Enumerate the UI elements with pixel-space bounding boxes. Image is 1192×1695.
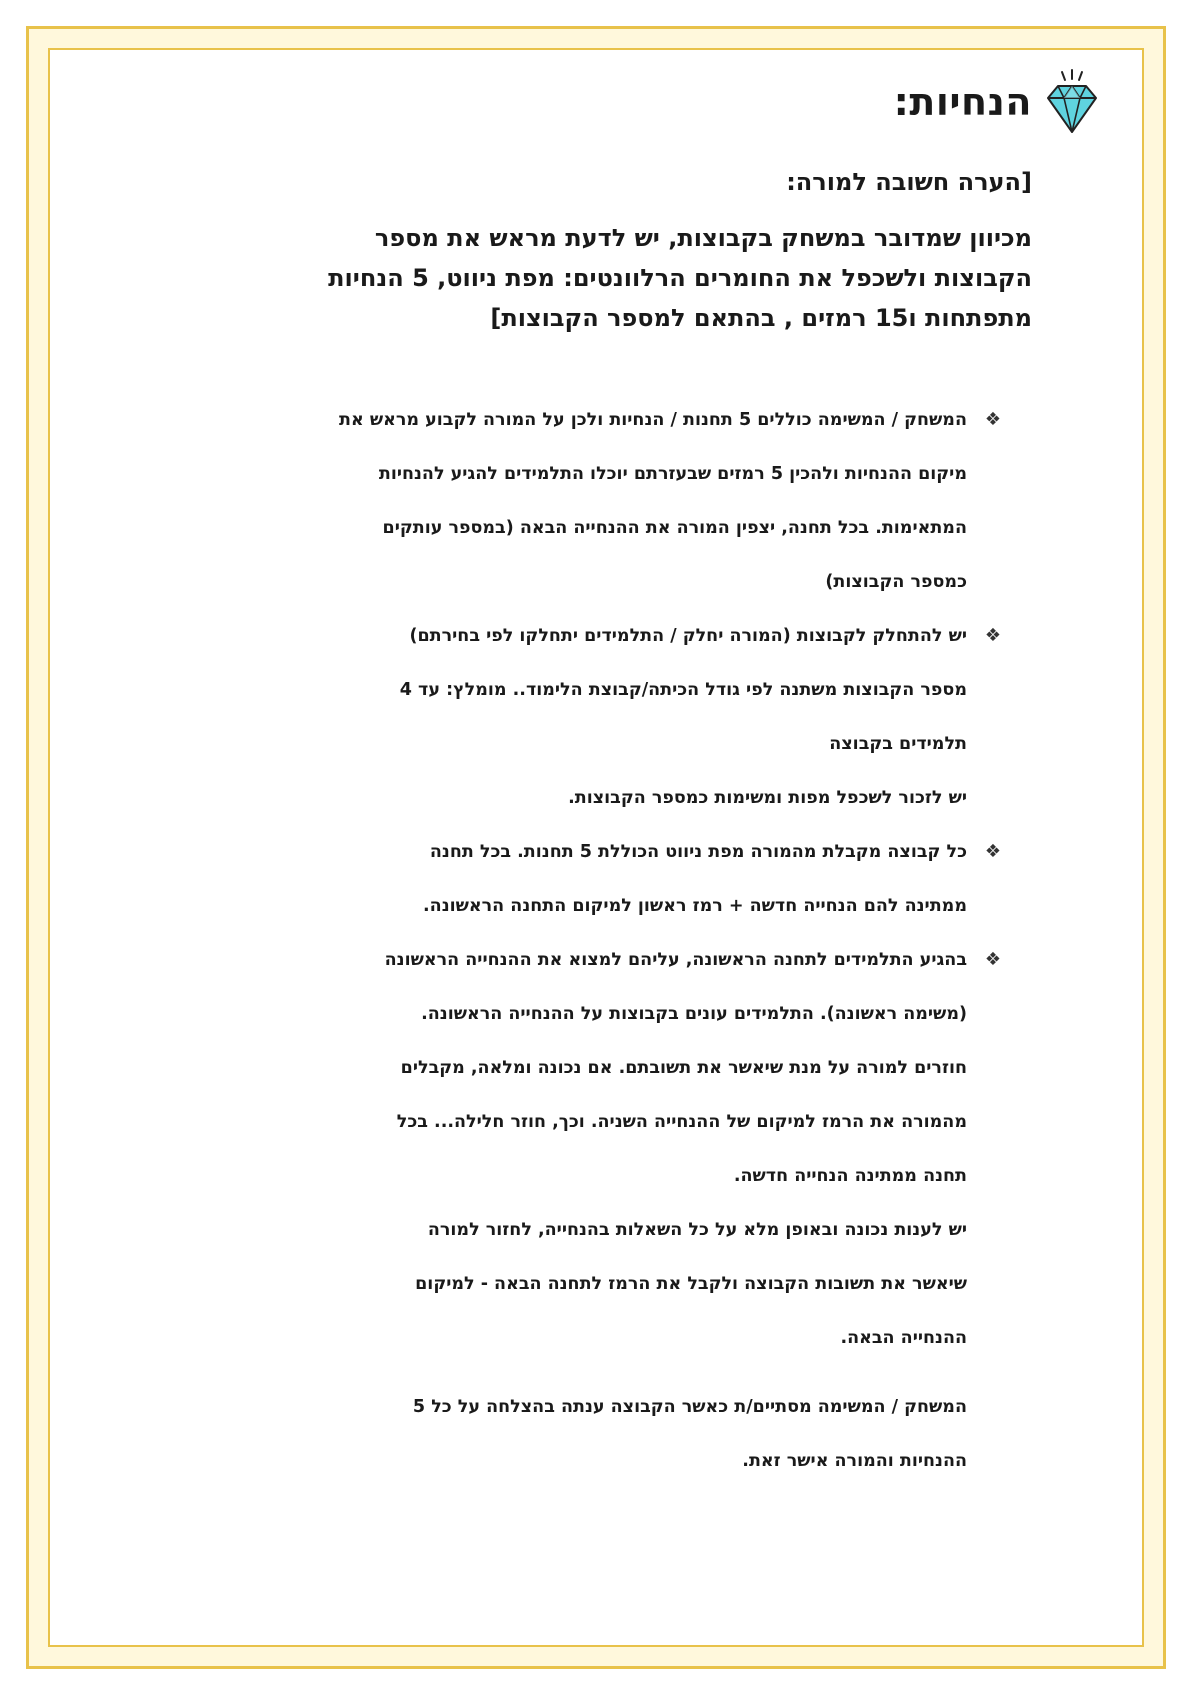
note-line: מתפתחות ו15 רמזים , בהתאם למספר הקבוצות] bbox=[490, 304, 1032, 332]
diamond-bullet-icon: ❖ bbox=[984, 841, 1001, 862]
instruction-line: חוזרים למורה על מנת שיאשר את תשובתם. אם נכונה ומלאה, מקבלים bbox=[400, 1058, 967, 1078]
closing-paragraph bbox=[177, 1380, 967, 1488]
instruction-line: המתאימות. בכל תחנה, יצפין המורה את ההנחייה הבאה (במספר עותקים bbox=[382, 518, 967, 538]
instruction-item bbox=[177, 393, 1001, 609]
closing-line: המשחק / המשימה מסתיים/ת כאשר הקבוצה ענתה בהצלחה על כל 5 bbox=[412, 1397, 967, 1417]
instruction-line: ההנחייה הבאה. bbox=[840, 1328, 967, 1348]
instruction-line: תחנה ממתינה הנחייה חדשה. bbox=[733, 1166, 967, 1186]
instruction-line: כמספר הקבוצות) bbox=[825, 572, 967, 592]
instruction-line: כל קבוצה מקבלת מהמורה מפת ניווט הכוללת 5 תחנות. בכל תחנה bbox=[429, 842, 967, 862]
instruction-item bbox=[177, 609, 1001, 825]
instruction-item bbox=[177, 933, 1001, 1365]
instruction-line: מספר הקבוצות משתנה לפי גודל הכיתה/קבוצת הלימוד.. מומלץ: עד 4 bbox=[399, 680, 967, 700]
teacher-note-heading: [הערה חשובה למורה: bbox=[786, 168, 1032, 196]
instruction-line: ממתינה להם הנחייה חדשה + רמז ראשון למיקום התחנה הראשונה. bbox=[423, 896, 967, 916]
instruction-line: יש לענות נכונה ובאופן מלא על כל השאלות בהנחייה, לחזור למורה bbox=[427, 1220, 967, 1240]
title-row bbox=[894, 68, 1102, 136]
instruction-item bbox=[177, 825, 1001, 933]
instruction-line: יש להתחלק לקבוצות (המורה יחלק / התלמידים יתחלקו לפי בחירתם) bbox=[409, 626, 967, 646]
instruction-line: תלמידים בקבוצה bbox=[829, 734, 967, 754]
note-line: הקבוצות ולשכפל את החומרים הרלוונטים: מפת ניווט, 5 הנחיות bbox=[328, 264, 1032, 292]
instruction-line: בהגיע התלמידים לתחנה הראשונה, עליהם למצוא את ההנחייה הראשונה bbox=[384, 950, 967, 970]
instruction-line: יש לזכור לשכפל מפות ומשימות כמספר הקבוצות. bbox=[568, 788, 967, 808]
page-title: הנחיות: bbox=[893, 80, 1032, 124]
diamond-bullet-icon: ❖ bbox=[984, 625, 1001, 646]
diamond-bullet-icon: ❖ bbox=[984, 409, 1001, 430]
closing-line: ההנחיות והמורה אישר זאת. bbox=[742, 1451, 967, 1471]
instruction-line: המשחק / המשימה כוללים 5 תחנות / הנחיות ולכן על המורה לקבוע מראש את bbox=[339, 410, 967, 430]
instruction-line: מהמורה את הרמז למיקום של ההנחייה השניה. וכך, חוזר חלילה... בכל bbox=[396, 1112, 967, 1132]
teacher-note-body bbox=[232, 218, 1032, 338]
diamond-bullet-icon: ❖ bbox=[984, 949, 1001, 970]
instruction-line: שיאשר את תשובות הקבוצה ולקבל את הרמז לתחנה הבאה - למיקום bbox=[415, 1274, 967, 1294]
instructions-list bbox=[177, 393, 1001, 1365]
note-line: מכיוון שמדובר במשחק בקבוצות, יש לדעת מראש את מספר bbox=[374, 224, 1032, 252]
diamond-icon bbox=[1038, 68, 1102, 136]
instruction-line: (משימה ראשונה). התלמידים עונים בקבוצות על ההנחייה הראשונה. bbox=[421, 1004, 967, 1024]
instruction-line: מיקום ההנחיות ולהכין 5 רמזים שבעזרתם יוכלו התלמידים להגיע להנחיות bbox=[378, 464, 967, 484]
